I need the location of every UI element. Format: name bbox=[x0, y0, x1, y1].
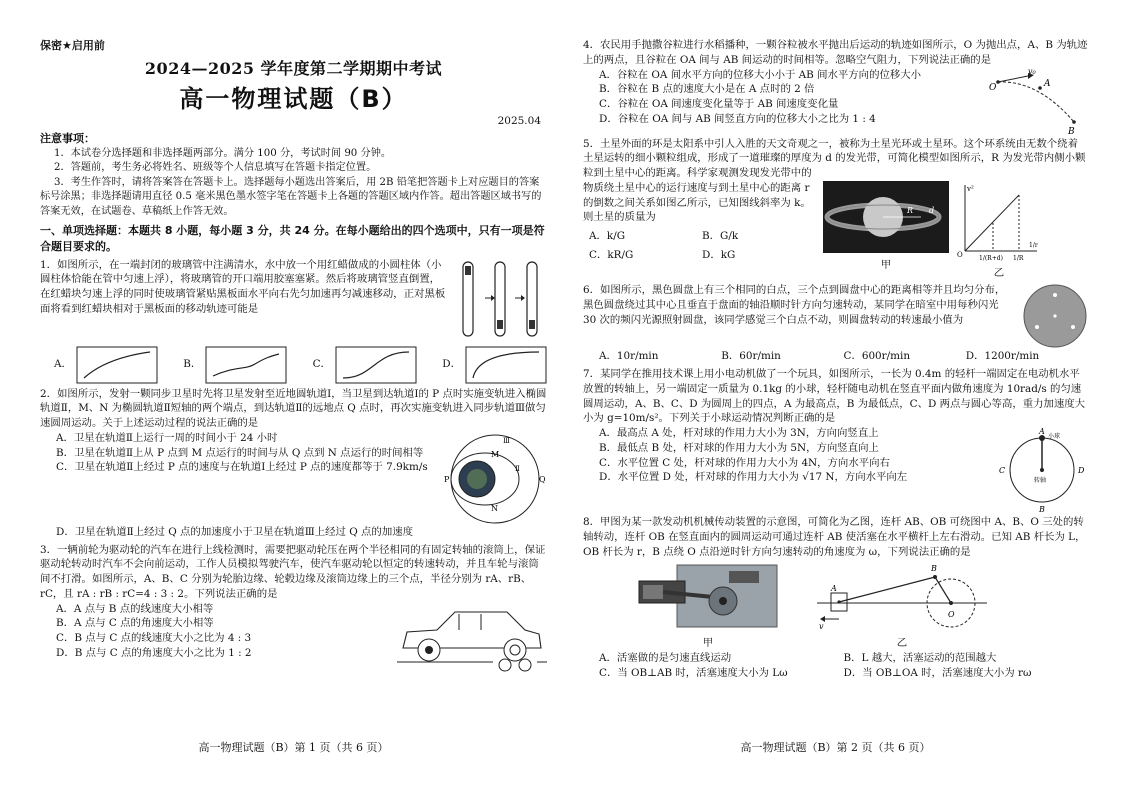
label-d: d bbox=[929, 205, 935, 215]
label-q: Q bbox=[539, 474, 546, 484]
label-a: A bbox=[831, 584, 837, 594]
notice bbox=[40, 131, 547, 219]
option-d[interactable]: D．当 OB⊥OA 时，活塞速度大小为 rω bbox=[843, 666, 1032, 679]
tick-label-r: 1/R bbox=[1013, 254, 1024, 261]
option-b[interactable]: B．最低点 B 处，杆对球的作用力大小为 5N，方向竖直向上 bbox=[599, 441, 879, 454]
option-a[interactable]: A．A 点与 B 点的线速度大小相等 bbox=[56, 602, 214, 615]
trajectory-c-graph bbox=[335, 346, 417, 384]
option-b[interactable] bbox=[183, 346, 287, 384]
rotating-rod-figure bbox=[996, 426, 1088, 512]
question-6-stem: 6．如图所示，黑色圆盘上有三个相同的白点，三个点到圆盘中心的距离相等并且均匀分布，黑色圆盘绕过其中心且垂直于盘面的轴沿顺时针方向匀速转动，某同学在暗室中用每秒闪光 30 次的频闪光源照射圆盘，该同学感觉三个白点不动，则圆盘转动的转速最小值为 bbox=[583, 284, 1006, 326]
subject-title: 高一物理试题（B） bbox=[179, 85, 408, 114]
option-c-label: C． bbox=[312, 358, 331, 371]
option-c[interactable]: C．卫星在轨道Ⅱ上经过 P 点的速度与在轨道Ⅰ上经过 P 点的速度都等于 7.9km/s bbox=[56, 461, 428, 474]
question-1-stem: 1．如图所示，在一端封闭的玻璃管中注满清水，水中放一个用红蜡做成的小圆柱体（小圆柱体恰能在管中匀速上浮），将玻璃管的开口端用胶塞塞紧。然后将玻璃管竖直倒置，在红蜡块匀速上浮的同时使玻璃管紧贴黑板面水平向右先匀加速再匀减速移动，正对黑板面将看到红蜡块相对于黑板面的移动轨迹可能是 bbox=[40, 258, 446, 315]
label-c: C bbox=[999, 466, 1006, 476]
car-figure bbox=[397, 602, 547, 672]
saturn-photo bbox=[823, 181, 949, 253]
question-7-stem: 7．某同学在推用技术课上用小电动机做了一个玩具，如图所示，一长为 0.4m 的轻杆一端固定在电动机水平放置的转轴上，另一端固定一质量为 0.1kg 的小球，轻杆随电动机在竖直平面内做角速度为 10rad/s 的匀速圆周运动，A、B、C、D 为圆周上的四点，A 为最高点，B 为最低点，C、D 两点与圆心等高，重力加速度大小为 g=10m/s²。下列关于小球运动情况判断正确的是 bbox=[583, 368, 1086, 425]
label-b: B bbox=[931, 564, 937, 574]
label-v: v bbox=[819, 622, 824, 632]
notice-title: 注意事项： bbox=[40, 132, 95, 146]
option-d-label: D． bbox=[442, 358, 461, 371]
crank-linkage-diagram bbox=[817, 561, 987, 631]
question-8 bbox=[583, 515, 1088, 680]
label-axis: 转轴 bbox=[1034, 477, 1047, 485]
figure-jia-caption: 甲 bbox=[702, 637, 714, 650]
option-a[interactable] bbox=[54, 346, 158, 384]
option-b-label: B． bbox=[183, 358, 202, 371]
trajectory-b-graph bbox=[205, 346, 287, 384]
label-ball: 小球 bbox=[1048, 433, 1061, 441]
label-p: P bbox=[444, 474, 450, 484]
label-n: N bbox=[491, 503, 498, 513]
page-footer: 高一物理试题（B）第 1 页（共 6 页） bbox=[198, 741, 389, 755]
trajectory-d-graph bbox=[465, 346, 547, 384]
disk-figure bbox=[1022, 283, 1088, 349]
origin-label: O bbox=[957, 250, 963, 259]
question-1-options bbox=[54, 346, 547, 384]
option-b[interactable]: B．A 点与 C 点的角速度大小相等 bbox=[56, 617, 214, 630]
option-d[interactable]: D．谷粒在 OA 间与 AB 间竖直方向的位移大小之比为 1 : 4 bbox=[599, 112, 876, 125]
option-a[interactable]: A．卫星在轨道Ⅱ上运行一周的时间小于 24 小时 bbox=[56, 431, 278, 444]
option-b[interactable]: B．G/k bbox=[702, 230, 739, 243]
option-b[interactable]: B．60r/min bbox=[721, 350, 781, 363]
label-r: R bbox=[907, 205, 914, 215]
option-a[interactable]: A．10r/min bbox=[599, 350, 659, 363]
tick-label-r-plus-d: 1/(R+d) bbox=[979, 254, 1003, 261]
option-d[interactable]: D．水平位置 D 处，杆对球的作用力大小为 √17 N，方向水平向左 bbox=[599, 471, 908, 484]
question-5-stem: 5．土星外面的环是太阳系中引人入胜的天文奇观之一，被称为土星光环或土星环。这个环系统由无数个绕着土星运转的细小颗粒组成，形成了一道璀璨的厚度为 d 的发光带，可简化模型如图所示，R 为发光带内侧小颗粒到土星中心的距离。科学家观测发现发光带中的 bbox=[583, 137, 1086, 180]
notice-item: 2．答题前，考生务必将姓名、班级等个人信息填写在答题卡指定位置。 bbox=[54, 162, 377, 174]
label-o: O bbox=[948, 610, 955, 620]
option-c[interactable]: C．kR/G bbox=[589, 248, 634, 261]
label-v0: v₀ bbox=[1028, 67, 1036, 76]
trajectory-a-graph bbox=[76, 346, 158, 384]
axis-label-inverse-r: 1/r bbox=[1029, 241, 1038, 249]
orbit-figure bbox=[443, 431, 547, 525]
question-3-stem: 3．一辆前轮为驱动轮的汽车在进行上线检测时，需要把驱动轮压在两个半径相同的有固定转轴的滚筒上，保证驱动轮转动时汽车不会向前运动，工作人员模拟驾驶汽车，使汽车驱动轮以恒定的转速转动，并且车轮与滚筒间不打滑。如图所示，A、B、C 分别为轮胎边缘、轮毂边缘及滚筒边缘上的三个点，半径分别为 rA、rB、rC，且 rA : rB : rC=4 : 3 : 2。下列说法正确的是 bbox=[40, 543, 546, 600]
option-a[interactable]: A．谷粒在 OA 间水平方向的位移大小小于 AB 间水平方向的位移大小 bbox=[599, 68, 922, 81]
option-a[interactable]: A．最高点 A 处，杆对球的作用力大小为 3N，方向向竖直上 bbox=[599, 427, 879, 440]
label-orbit-2: Ⅱ bbox=[515, 464, 520, 473]
notice-item: 1．本试卷分选择题和非选择题两部分。满分 100 分，考试时间 90 分钟。 bbox=[54, 147, 392, 159]
question-2-stem: 2．如图所示，发射一颗同步卫星时先将卫星发射至近地圆轨道Ⅰ，当卫星到达轨道Ⅰ的 P 点时实施变轨进入椭圆轨道Ⅱ，M、N 为椭圆轨道Ⅱ短轴的两个端点，到达轨道Ⅱ的远地点 Q 点时，再次实施变轨进入同步轨道Ⅲ做匀速圆周运动。关于上述运动过程的说法正确的是 bbox=[40, 387, 547, 430]
figure-jia-caption: 甲 bbox=[880, 258, 892, 271]
option-c[interactable]: C．B 点与 C 点的线速度大小之比为 4 : 3 bbox=[56, 632, 252, 645]
secret-mark: 保密★启用前 bbox=[40, 39, 105, 52]
label-d: D bbox=[1078, 466, 1085, 476]
figure-yi-caption: 乙 bbox=[993, 266, 1005, 279]
option-a[interactable]: A．k/G bbox=[589, 230, 625, 243]
label-a: A bbox=[1044, 78, 1051, 89]
figure-yi-caption: 乙 bbox=[896, 637, 908, 650]
page-2 bbox=[561, 0, 1122, 794]
option-b[interactable]: B．L 越大，活塞运动的范围越大 bbox=[843, 652, 997, 665]
projectile-figure bbox=[988, 68, 1088, 134]
option-c[interactable]: C．当 OB⊥AB 时，活塞速度大小为 Lω bbox=[599, 666, 788, 679]
section-heading: 一、单项选择题：本题共 8 小题，每小题 3 分，共 24 分。在每小题给出的四个选项中，只有一项是符合题目要求的。 bbox=[40, 224, 545, 253]
question-4-stem: 4．农民用手抛撒谷粒进行水稻播种，一颗谷粒被水平抛出后运动的轨迹如图所示，O 为抛出点，A、B 为轨迹上的两点，且谷粒在 OA 间与 AB 间运动的时间相等。忽略空气阻力，下列说法正确的是 bbox=[583, 39, 1088, 66]
option-d[interactable] bbox=[442, 346, 547, 384]
option-c[interactable]: C．600r/min bbox=[843, 350, 911, 363]
question-7 bbox=[583, 367, 1088, 512]
exam-title: 2024—2025 学年度第二学期期中考试 bbox=[144, 58, 443, 78]
option-d[interactable]: D．卫星在轨道Ⅱ上经过 Q 点的加速度小于卫星在轨道Ⅲ上经过 Q 点的加速度 bbox=[56, 525, 413, 538]
exam-date: 2025.04 bbox=[497, 115, 541, 128]
option-d[interactable]: D．B 点与 C 点的角速度大小之比为 1 : 2 bbox=[56, 646, 252, 659]
option-c[interactable]: C．谷粒在 OA 间速度变化量等于 AB 间速度变化量 bbox=[599, 98, 839, 111]
question-5-stem-cont: 物质绕土星中心的运行速度与到土星中心的距离 r 的倒数之间关系如图乙所示，已知图线斜率为 k。则土星的质量为 bbox=[583, 181, 811, 224]
option-a[interactable]: A．活塞做的是匀速直线运动 bbox=[599, 652, 732, 665]
question-2 bbox=[40, 387, 547, 540]
label-a: A bbox=[1039, 427, 1045, 437]
question-5 bbox=[583, 137, 1088, 281]
question-1 bbox=[40, 258, 547, 384]
question-6 bbox=[583, 283, 1088, 364]
question-6-options bbox=[583, 349, 1088, 364]
option-d[interactable]: D．kG bbox=[702, 248, 736, 261]
page-footer: 高一物理试题（B）第 2 页（共 6 页） bbox=[740, 741, 931, 755]
option-a-label: A． bbox=[54, 358, 72, 371]
axis-label-v2: v² bbox=[967, 184, 974, 193]
option-b[interactable]: B．谷粒在 B 点的速度大小是在 A 点时的 2 倍 bbox=[599, 83, 815, 96]
question-4 bbox=[583, 38, 1088, 134]
label-orbit-3: Ⅲ bbox=[503, 436, 510, 445]
glass-tube-figure bbox=[455, 258, 547, 342]
question-8-stem: 8．甲图为某一款发动机机械传动装置的示意图，可简化为乙图，连杆 AB、OB 可绕图中 A、B、O 三处的转轴转动，连杆 OB 在竖直面内的圆周运动可通过连杆 AB 使活塞在水平横杆上左右滑动。已知 AB 杆长为 L，OB 杆长为 r，B 点绕 O 点沿逆时针方向匀速转动的角速度为 ω，下列说法正确的是 bbox=[583, 516, 1086, 558]
notice-item: 3．考生作答时，请将答案答在答题卡上。选择题每小题选出答案后，用 2B 铅笔把答题卡上对应题目的答案标号涂黑；非选择题请用直径 0.5 毫米黑色墨水签字笔在答题卡上各题的答题区域内作答。超出答题区域书写的答案无效，在试题卷、草稿纸上作答无效。 bbox=[40, 176, 542, 217]
engine-photo bbox=[633, 561, 783, 631]
option-c[interactable] bbox=[313, 346, 417, 384]
label-o: O bbox=[989, 82, 997, 93]
label-b: B bbox=[1039, 505, 1045, 513]
option-d[interactable]: D．1200r/min bbox=[965, 350, 1040, 363]
v2-vs-inverse-r-graph bbox=[957, 181, 1041, 261]
label-m: M bbox=[491, 449, 500, 459]
option-b[interactable]: B．卫星在轨道Ⅱ上从 P 点到 M 点运行的时间与从 Q 点到 N 点运行的时间相等 bbox=[56, 446, 424, 459]
question-3 bbox=[40, 543, 547, 672]
label-b: B bbox=[1068, 126, 1075, 134]
option-c[interactable]: C．水平位置 C 处，杆对球的作用力大小为 4N，方向水平向右 bbox=[599, 456, 890, 469]
